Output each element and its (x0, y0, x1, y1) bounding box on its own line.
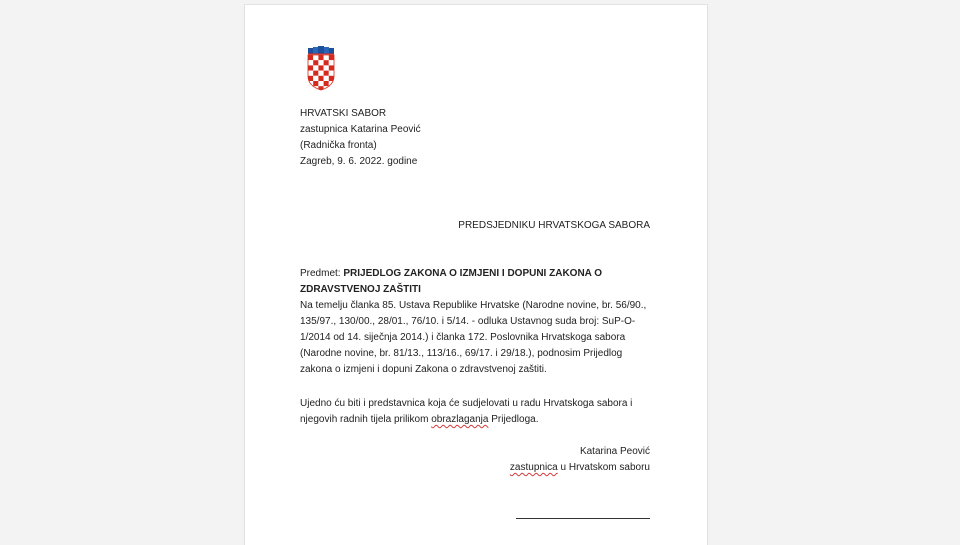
signature-block (510, 444, 650, 476)
signer-role-word: zastupnica (509, 462, 558, 473)
party-name: (Radnička fronta) (300, 140, 377, 151)
body-paragraph-2 (300, 396, 652, 428)
place-date: Zagreb, 9. 6. 2022. godine (300, 156, 418, 167)
recipient: PREDSJEDNIKU HRVATSKOGA SABORA (458, 220, 650, 231)
signature-line (516, 518, 650, 519)
signer-role (510, 460, 650, 476)
subject-title: PRIJEDLOG ZAKONA O IZMJENI I DOPUNI ZAKONA O ZDRAVSTVENOJ ZAŠTITI (300, 268, 603, 295)
misspelled-word: obrazlaganja (431, 414, 489, 425)
paragraph-2-end: Prijedloga. (488, 414, 539, 425)
signer-role-rest: u Hrvatskom saboru (557, 462, 650, 473)
body-paragraph-1: Na temelju članka 85. Ustava Republike Hrvatske (Narodne novine, br. 56/90., 135/97., 130/00., 28/01., 76/10. i 5/14. - odluka Ustavnog suda broj: SuP-O-1/2014 od 14. siječnja 2014.) i članka 172. Poslovnika Hrvatskoga sabora (Narodne novine, br. 81/13., 113/16., 69/17. i 29/18.), podnosim Prijedlog zakona o izmjeni i dopuni Zakona o zdravstvenoj zaštiti. (300, 300, 647, 375)
paragraph-2-text: Ujedno ću biti i predstavnica koja će sudjelovati u radu Hrvatskoga sabora i njegovih radnih tijela prilikom (300, 398, 633, 425)
institution-name: HRVATSKI SABOR (300, 108, 387, 119)
subject-line (300, 266, 652, 298)
subject-label: Predmet: (300, 268, 344, 279)
signer-name: Katarina Peović (579, 446, 650, 457)
coat-of-arms-icon (306, 46, 336, 91)
sender-block (300, 106, 421, 170)
representative-name: zastupnica Katarina Peović (300, 124, 421, 135)
